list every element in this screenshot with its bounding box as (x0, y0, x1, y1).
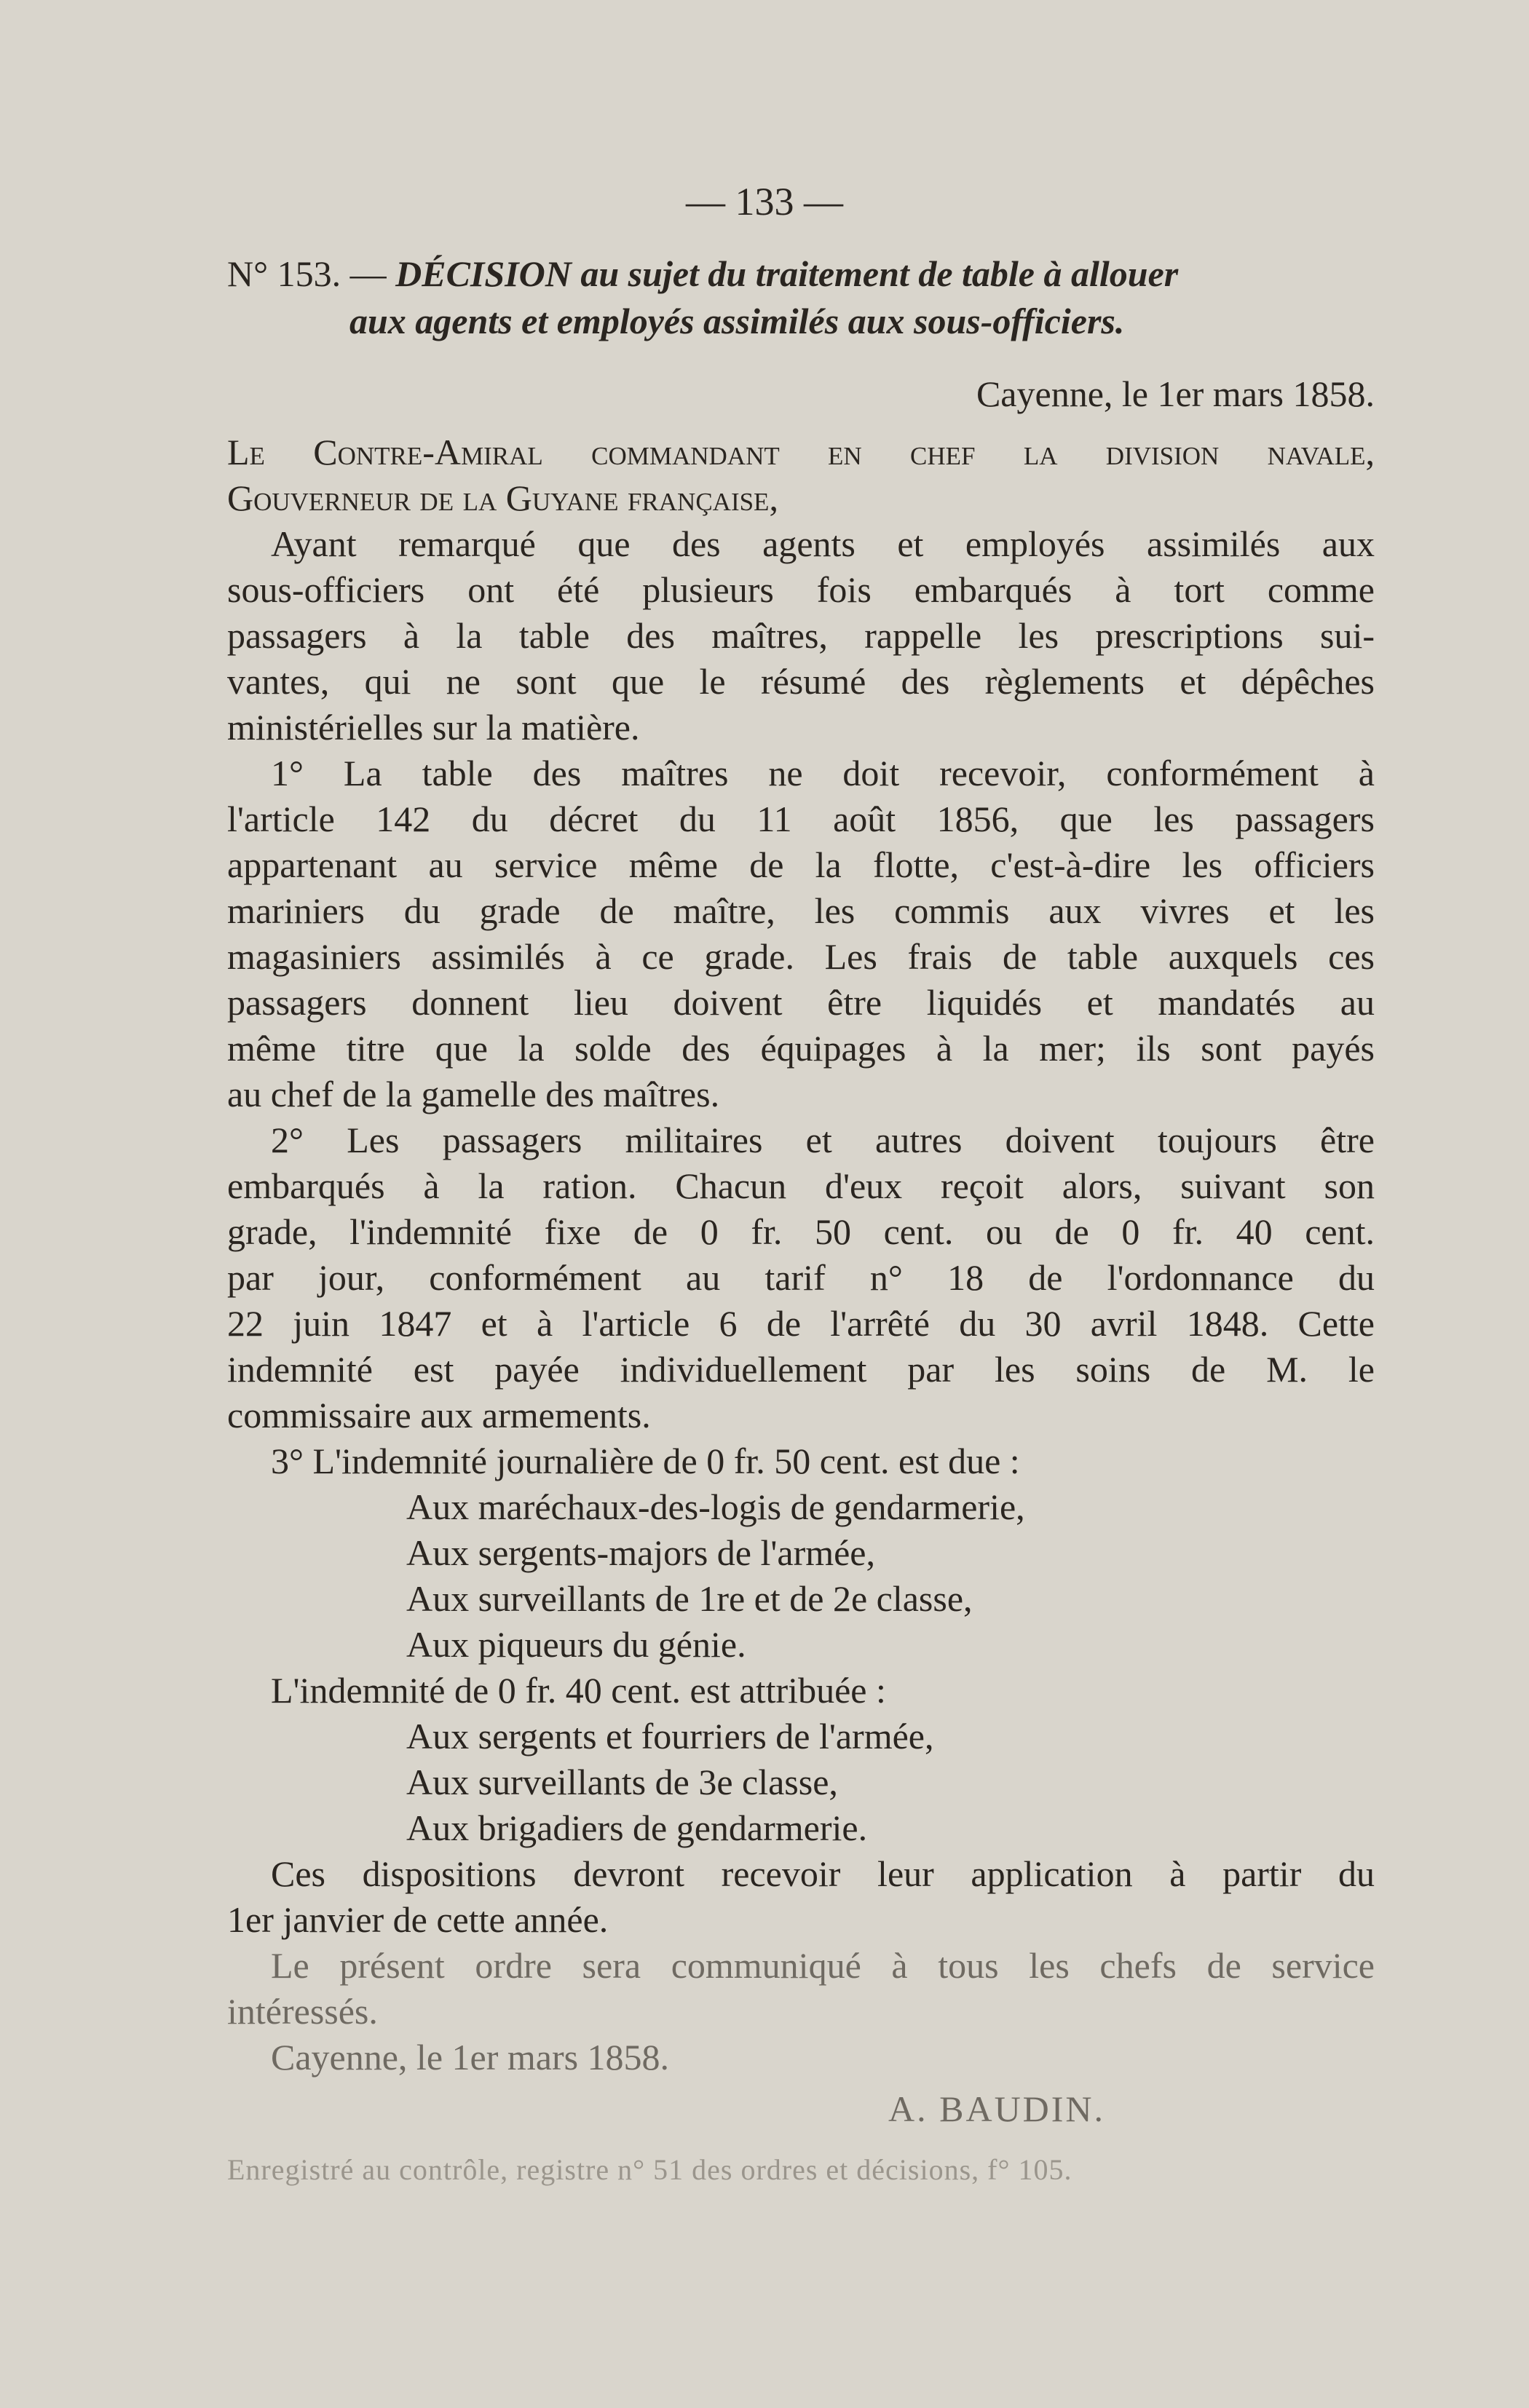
body-line: vantes, qui ne sont que le résumé des règlements et dépêches (227, 661, 1375, 702)
body-line: 22 juin 1847 et à l'article 6 de l'arrêté du 30 avril 1848. Cette (227, 1303, 1375, 1344)
body-line: Le Contre-Amiral commandant en chef la division navale, (227, 432, 1375, 472)
list-item: Aux piqueurs du génie. (406, 1624, 746, 1665)
body-line: 2° Les passagers militaires et autres doivent toujours être (271, 1120, 1375, 1160)
body-line: Ayant remarqué que des agents et employés assimilés aux (271, 523, 1375, 564)
body-line: Ces dispositions devront recevoir leur application à partir du (271, 1853, 1375, 1894)
decision-title: DÉCISION au sujet du traitement de table à allouer (395, 253, 1179, 294)
dateline: Cayenne, le 1er mars 1858. (976, 373, 1375, 414)
decision-heading-line-1 (227, 251, 1375, 296)
list-item: Aux maréchaux-des-logis de gendarmerie, (406, 1486, 1025, 1527)
body-line: commissaire aux armements. (227, 1395, 651, 1435)
body-line: par jour, conformément au tarif n° 18 de l'ordonnance du (227, 1257, 1375, 1298)
body-line: 1° La table des maîtres ne doit recevoir, conformément à (271, 753, 1375, 793)
body-line: Cayenne, le 1er mars 1858. (271, 2037, 670, 2078)
body-line: mariniers du grade de maître, les commis aux vivres et les (227, 890, 1375, 931)
body-line: grade, l'indemnité fixe de 0 fr. 50 cent. ou de 0 fr. 40 cent. (227, 1211, 1375, 1252)
signature: A. BAUDIN. (888, 2088, 1106, 2129)
body-line: passagers donnent lieu doivent être liquidés et mandatés au (227, 982, 1375, 1023)
body-line: 3° L'indemnité journalière de 0 fr. 50 cent. est due : (271, 1441, 1020, 1481)
list-item: Aux brigadiers de gendarmerie. (406, 1807, 868, 1848)
body-line: l'article 142 du décret du 11 août 1856, que les passagers (227, 799, 1375, 839)
body-line: passagers à la table des maîtres, rappelle les prescriptions sui- (227, 615, 1375, 656)
body-line: magasiniers assimilés à ce grade. Les frais de table auxquels ces (227, 936, 1375, 977)
body-line: L'indemnité de 0 fr. 40 cent. est attribuée : (271, 1670, 886, 1711)
page-folio: — 133 — (686, 180, 843, 223)
decision-number: N° 153. — (227, 253, 387, 294)
body-line: au chef de la gamelle des maîtres. (227, 1074, 720, 1114)
list-item: Aux surveillants de 3e classe, (406, 1762, 838, 1802)
registration-footnote: Enregistré au contrôle, registre n° 51 des ordres et décisions, f° 105. (227, 2153, 1072, 2186)
body-line: ministérielles sur la matière. (227, 707, 640, 748)
decision-heading-line-2: aux agents et employés assimilés aux sous-officiers. (349, 301, 1125, 341)
body-line: intéressés. (227, 1991, 378, 2032)
list-item: Aux sergents-majors de l'armée, (406, 1532, 875, 1573)
list-item: Aux sergents et fourriers de l'armée, (406, 1716, 934, 1757)
body-line: embarqués à la ration. Chacun d'eux reçoit alors, suivant son (227, 1165, 1375, 1206)
body-line: appartenant au service même de la flotte, c'est-à-dire les officiers (227, 844, 1375, 885)
body-line: Gouverneur de la Guyane française, (227, 478, 778, 518)
body-line: même titre que la solde des équipages à la mer; ils sont payés (227, 1028, 1375, 1069)
body-line: 1er janvier de cette année. (227, 1899, 609, 1940)
list-item: Aux surveillants de 1re et de 2e classe, (406, 1578, 973, 1619)
body-line: indemnité est payée individuellement par les soins de M. le (227, 1349, 1375, 1390)
body-line: sous-officiers ont été plusieurs fois embarqués à tort comme (227, 569, 1375, 610)
body-line: Le présent ordre sera communiqué à tous les chefs de service (271, 1945, 1375, 1986)
